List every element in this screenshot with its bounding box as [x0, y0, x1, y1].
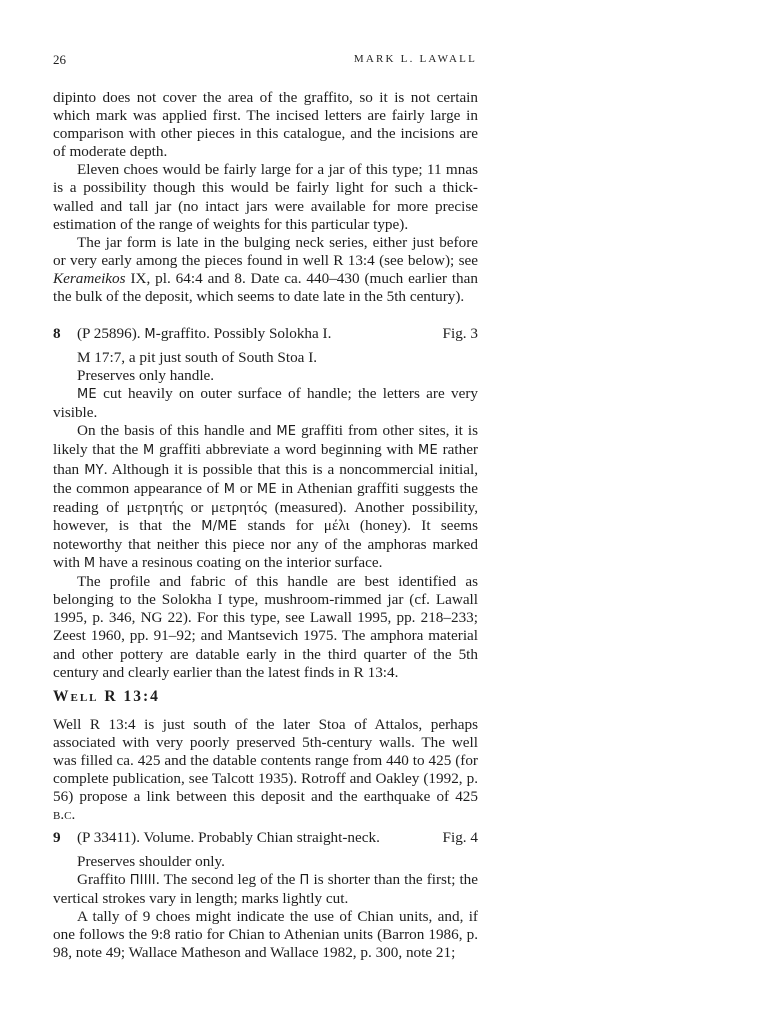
entry-preservation: Preserves shoulder only.: [77, 853, 225, 870]
text-run: . Although it is possible that this is a noncommercial initial, the common appearance of: [53, 460, 478, 497]
graffito-letters: M: [83, 556, 96, 572]
page-number: 26: [53, 52, 66, 67]
text-run: or: [235, 479, 257, 497]
text-run: rather than: [53, 441, 478, 478]
text-run: have a resinous coating on the interior surface.: [95, 554, 383, 572]
entry-discussion: A tally of 9 choes might indicate the use of Chian units, and, if one follows the 9:8 ratio for Chian to Athenian units (Barron 1986, p. 98, note 49; Wallace Matheson and Wallace 1982, p. 300, note 21;: [53, 908, 478, 962]
entry-title: (P 33411). Volume. Probably Chian straight-neck.: [77, 829, 380, 846]
figure-reference: Fig. 3: [442, 325, 478, 342]
text-run: (measured). Another possibility, however, is that the: [53, 498, 478, 534]
text-run: cut heavily on outer surface of handle; the letters are very visible.: [53, 385, 478, 422]
text-run: IX, pl. 64:4 and 8. Date ca. 440–430 (much earlier than the bulk of the deposit, which seems to date late in the 5th century).: [53, 269, 478, 306]
greek-word: μετρητός: [210, 498, 267, 516]
catalogue-entry-9-heading: [53, 829, 478, 847]
text-run: On the basis of this handle and: [77, 422, 277, 440]
text-run: stands for: [237, 516, 324, 534]
text-run: (honey). It seems noteworthy that neither this piece nor any of the amphoras marked with: [53, 516, 479, 572]
graffito-letters: M: [142, 443, 155, 459]
era-abbreviation: b.c.: [53, 806, 76, 824]
catalogue-entry-8-heading: [53, 325, 478, 343]
text-run: in Athenian graffiti suggests the reading of: [53, 479, 478, 516]
entry-number: 9: [53, 829, 61, 846]
text-run: -graffito. Possibly Solokha I.: [155, 325, 332, 342]
graffito-letters: M: [223, 481, 236, 497]
paragraph-jar-form: [53, 234, 478, 306]
italic-reference: Kerameikos: [53, 269, 126, 287]
graffito-letters: ME: [276, 424, 297, 440]
graffito-letters: ME: [77, 387, 97, 403]
graffito-letters: ME: [418, 443, 438, 459]
graffito-letters: ΠΙΙΙΙ: [129, 873, 156, 889]
text-run: (P 25896).: [77, 325, 145, 342]
entry-number: 8: [53, 325, 61, 342]
text-run: Graffito: [77, 871, 130, 889]
graffito-letters: Π: [299, 873, 310, 889]
paragraph-graffito-note: dipinto does not cover the area of the graffito, so it is not certain which mark was applied first. The incised letters are fairly large in comparison with other pieces in this catalogue, and the incisions are of moderate depth.: [53, 89, 478, 161]
catalogue-entry-8-body: [53, 349, 478, 682]
paragraph-choes-estimate: Eleven choes would be fairly large for a jar of this type; 11 mnas is a possibility though this would be fairly light for such a thick-walled and tall jar (no intact jars were available for more precise estimation of the range of weights for this particular type).: [53, 161, 478, 233]
entry-graffito-description: [53, 385, 478, 422]
paragraph-well-description: [53, 716, 478, 825]
running-header-author: MARK L. LAWALL: [353, 53, 477, 65]
graffito-letters: MY: [84, 462, 104, 478]
entry-discussion: [53, 422, 478, 573]
figure-reference: Fig. 4: [442, 829, 478, 846]
text-run: graffiti from other sites, it is likely that the: [53, 422, 478, 459]
text-run: The jar form is late in the bulging neck series, either just before or very early among the pieces found in well R 13:4 (see below); see: [53, 233, 478, 269]
graffito-letters: M/ME: [201, 518, 238, 534]
text-run: or: [182, 498, 211, 516]
section-heading: Well R 13:4: [53, 688, 160, 705]
entry-preservation: Preserves only handle.: [77, 367, 215, 385]
entry-findspot: M 17:7, a pit just south of South Stoa I.: [77, 349, 318, 366]
text-run: . The second leg of the: [155, 871, 300, 889]
entry-graffito-description: [53, 871, 478, 908]
graffito-letters: ME: [256, 481, 277, 497]
text-run: is shorter than the first; the vertical strokes vary in length; marks lightly cut.: [53, 871, 479, 908]
greek-word: μέλι: [323, 516, 350, 534]
graffito-letters: M: [144, 327, 156, 342]
text-run: graffiti abbreviate a word beginning with: [154, 441, 419, 459]
greek-word: μετρητής: [126, 498, 183, 516]
continuation-block: [53, 89, 478, 306]
catalogue-entry-9-body: [53, 853, 478, 963]
text-run: Well R 13:4 is just south of the later Stoa of Attalos, perhaps associated with very poorly preserved 5th-century walls. The well was filled ca. 425 and the datable contents range from 440 to 425 (for complete publication, see Talcott 1935). Rotroff and Oakley (1992, p. 56) propose a link between this deposit and the earthquake of 425: [53, 716, 478, 806]
entry-title: [77, 325, 331, 344]
entry-profile-fabric: The profile and fabric of this handle are best identified as belonging to the Solokha I type, mushroom-rimmed jar (cf. Lawall 1995, p. 346, NG 22). For this type, see Lawall 1995, pp. 218–233; Zeest 1960, pp. 91–92; and Mantsevich 1975. The amphora material and other pottery are datable early in the third quarter of the 5th century and clearly earlier than the latest finds in R 13:4.: [53, 573, 478, 681]
section-intro: [53, 716, 478, 825]
